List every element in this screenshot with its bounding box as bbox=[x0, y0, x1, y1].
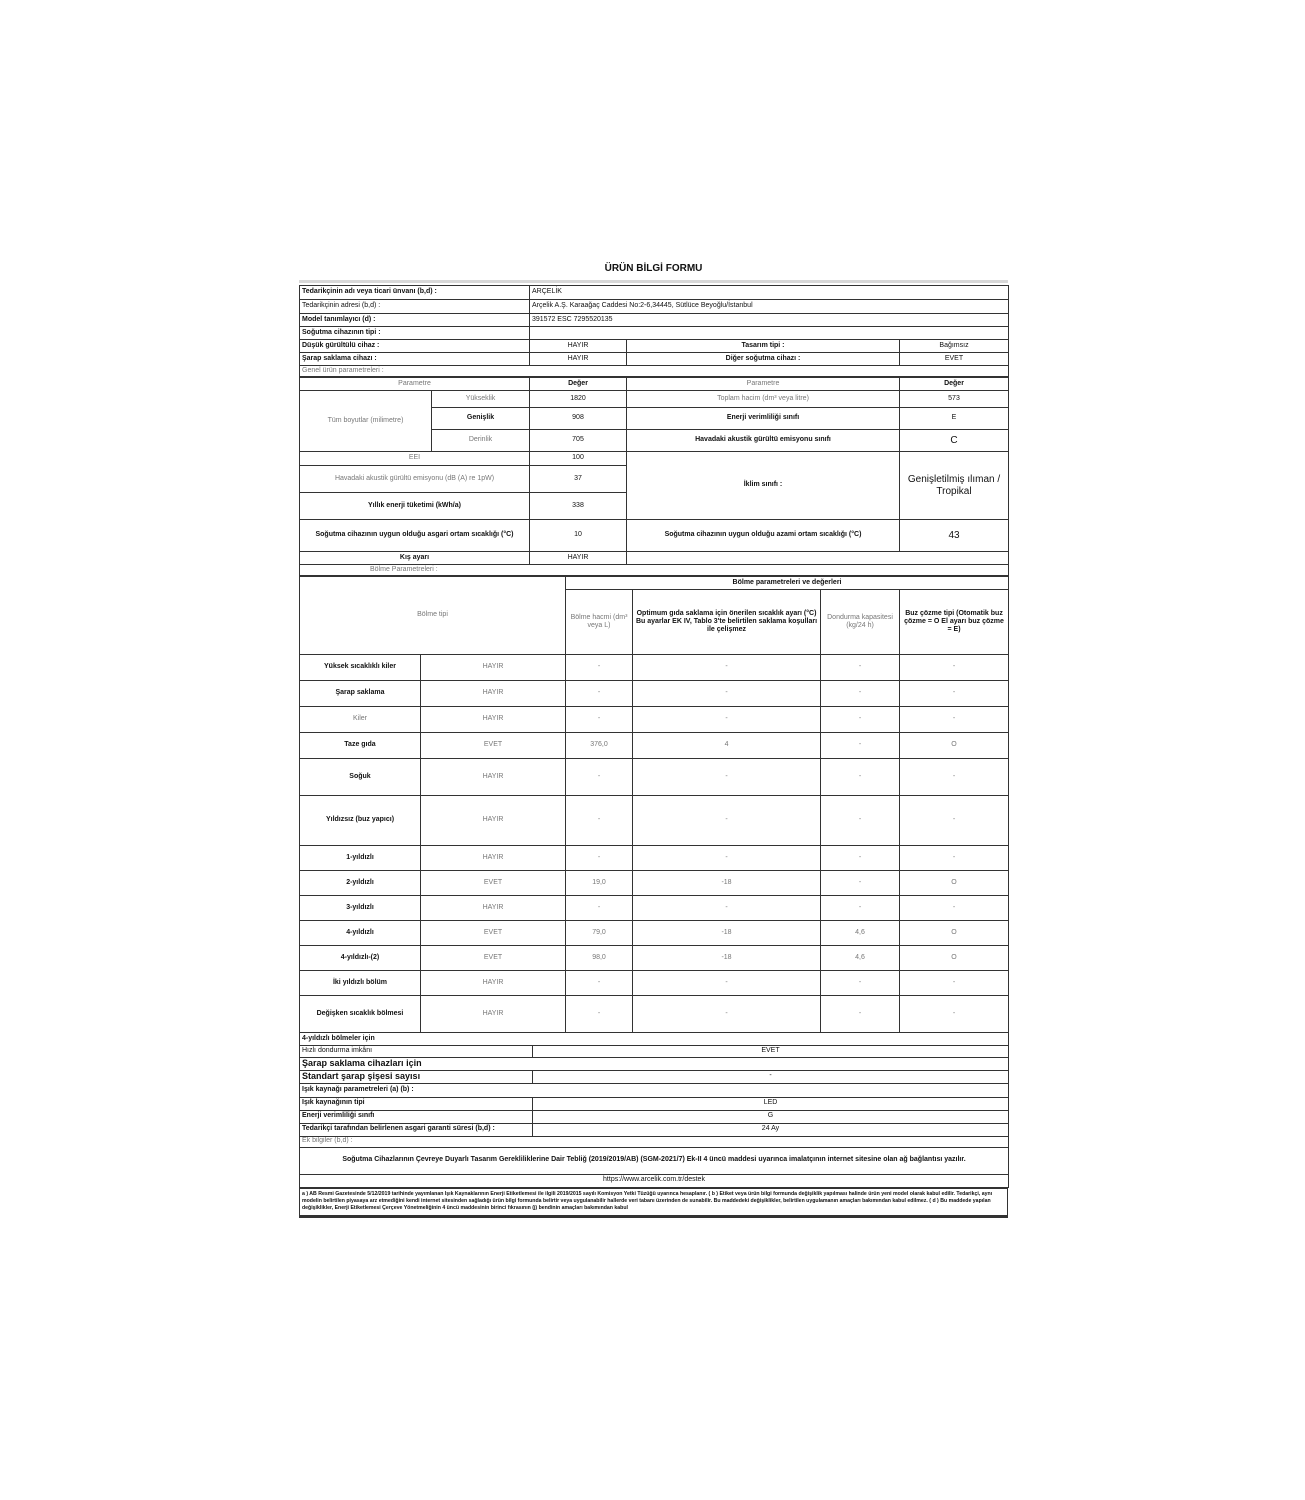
compartment-rows bbox=[300, 655, 1009, 1033]
compartment-capacity: - bbox=[821, 996, 900, 1033]
design-type-value: Bağımsız bbox=[900, 340, 1009, 353]
compartment-defrost: O bbox=[900, 871, 1009, 896]
light-type-value: LED bbox=[533, 1097, 1009, 1110]
low-noise-label: Düşük gürültülü cihaz : bbox=[300, 340, 530, 353]
compartment-capacity: 4,6 bbox=[821, 921, 900, 946]
depth-value: 705 bbox=[530, 430, 627, 452]
annual-energy-label: Yıllık enerji tüketimi (kWh/a) bbox=[300, 493, 530, 520]
noise-class-value: C bbox=[900, 430, 1009, 452]
compartment-defrost: O bbox=[900, 733, 1009, 759]
fast-freeze-value: EVET bbox=[533, 1045, 1009, 1057]
compartment-row bbox=[300, 971, 1009, 996]
winter-setting-value: HAYIR bbox=[530, 552, 627, 565]
compartment-temp: -18 bbox=[633, 871, 821, 896]
compartment-name: 1-yıldızlı bbox=[300, 846, 421, 871]
warranty-label: Tedarikçi tarafından belirlenen asgari garanti süresi (b,d) : bbox=[300, 1123, 533, 1136]
header-table bbox=[299, 285, 1009, 377]
supplier-address-label: Tedarikçinin adresi (b,d) : bbox=[300, 300, 530, 314]
bottom-table bbox=[299, 1033, 1009, 1188]
compartment-defrost: - bbox=[900, 846, 1009, 871]
compartment-present: EVET bbox=[421, 733, 566, 759]
compartment-name: Yüksek sıcaklıklı kiler bbox=[300, 655, 421, 681]
compartment-params-heading: Bölme Parametreleri : bbox=[300, 565, 1009, 576]
compartment-row bbox=[300, 896, 1009, 921]
compartment-defrost: O bbox=[900, 946, 1009, 971]
regulation-text: Soğutma Cihazlarının Çevreye Duyarlı Tasarım Gerekliliklerine Dair Tebliğ (2019/2019/AB) (SGM-2021/7) Ek-II 4 üncü maddesi uyarınca imalatçının internet sitesine olan ağ bağlantısı yazılır. bbox=[300, 1147, 1009, 1174]
winter-setting-label: Kış ayarı bbox=[300, 552, 530, 565]
four-star-heading: 4-yıldızlı bölmeler için bbox=[300, 1033, 1009, 1045]
climate-class-value: Genişletilmiş ılıman / Tropikal bbox=[900, 452, 1009, 520]
compartment-present: HAYIR bbox=[421, 759, 566, 796]
compartment-temp: - bbox=[633, 996, 821, 1033]
compartment-row bbox=[300, 733, 1009, 759]
compartment-row bbox=[300, 655, 1009, 681]
compartment-defrost: - bbox=[900, 655, 1009, 681]
noise-emission-value: 37 bbox=[530, 466, 627, 493]
page-title: ÜRÜN BİLGİ FORMU bbox=[299, 258, 1008, 283]
compartment-capacity: - bbox=[821, 796, 900, 846]
design-type-label: Tasarım tipi : bbox=[627, 340, 900, 353]
compartment-name: Soğuk bbox=[300, 759, 421, 796]
compartment-name: Şarap saklama bbox=[300, 681, 421, 707]
compartment-volume: - bbox=[566, 681, 633, 707]
compartment-present: HAYIR bbox=[421, 896, 566, 921]
wine-bottles-value: - bbox=[533, 1070, 1009, 1083]
compartment-volume: 376,0 bbox=[566, 733, 633, 759]
eei-value: 100 bbox=[530, 452, 627, 466]
compartment-present: HAYIR bbox=[421, 996, 566, 1033]
compartment-name: 2-yıldızlı bbox=[300, 871, 421, 896]
model-id-label: Model tanımlayıcı (d) : bbox=[300, 314, 530, 327]
noise-emission-label: Havadaki akustik gürültü emisyonu (dB (A) re 1pW) bbox=[300, 466, 530, 493]
compartment-capacity: - bbox=[821, 707, 900, 733]
param-header: Parametre bbox=[300, 378, 530, 391]
total-volume-value: 573 bbox=[900, 391, 1009, 408]
compartment-temp: - bbox=[633, 796, 821, 846]
compartment-temp: - bbox=[633, 655, 821, 681]
value-header: Değer bbox=[530, 378, 627, 391]
depth-label: Derinlik bbox=[432, 430, 530, 452]
compartment-row bbox=[300, 996, 1009, 1033]
compartment-volume: - bbox=[566, 796, 633, 846]
compartment-row bbox=[300, 759, 1009, 796]
compartment-volume: - bbox=[566, 846, 633, 871]
min-temp-label: Soğutma cihazının uygun olduğu asgari ortam sıcaklığı (°C) bbox=[300, 520, 530, 552]
light-params-heading: Işık kaynağı parametreleri (a) (b) : bbox=[300, 1083, 1009, 1097]
compartment-capacity: - bbox=[821, 971, 900, 996]
compartment-name: Kiler bbox=[300, 707, 421, 733]
energy-class-label: Enerji verimliliği sınıfı bbox=[627, 408, 900, 430]
compartment-volume: 79,0 bbox=[566, 921, 633, 946]
compartment-defrost: - bbox=[900, 707, 1009, 733]
height-label: Yükseklik bbox=[432, 391, 530, 408]
compartment-volume: - bbox=[566, 707, 633, 733]
footnote-text: a ) AB Resmi Gazetesinde 5/12/2019 tarihinde yayımlanan Işık Kaynaklarının Enerji Etiketlemesi ile ilgili 2019/2015 sayılı Komisyon Yetki Tüzüğü uyarınca hesaplanır. ( b ) Etiket veya ürün bilgi formunda değişiklik yapılması halinde ürün yeni model olarak kabul edilir. Tedarikçi, aynı modelin belirtilen piyasaya arz etmediğini kendi internet sitesinden sağladığı ürün bilgi formunda belirtir veya uygulanabilir hallerde veri tabanı üzerinden de sunabilir. Bu maddedeki değişiklikler, belirtilen uygulamanın amaçları bakımından kabul edilmez. ( d ) Bu maddede yapılan değişiklikler, Enerji Etiketlemesi Çerçeve Yönetmeliğinin 4 üncü maddesinin birinci fıkrasının (j) bendinin amaçları bakımından kabul bbox=[300, 1188, 1008, 1216]
total-volume-label: Toplam hacim (dm³ veya litre) bbox=[627, 391, 900, 408]
compartment-group-header: Bölme parametreleri ve değerleri bbox=[566, 577, 1009, 590]
compartment-row bbox=[300, 946, 1009, 971]
compartment-capacity: - bbox=[821, 655, 900, 681]
warranty-value: 24 Ay bbox=[533, 1123, 1009, 1136]
support-url[interactable]: https://www.arcelik.com.tr/destek bbox=[300, 1174, 1009, 1187]
compartment-present: HAYIR bbox=[421, 707, 566, 733]
width-value: 908 bbox=[530, 408, 627, 430]
general-params-heading: Genel ürün parametreleri : bbox=[300, 366, 1009, 377]
compartment-temp: - bbox=[633, 971, 821, 996]
cooling-type-value bbox=[530, 327, 1009, 340]
compartment-name: 3-yıldızlı bbox=[300, 896, 421, 921]
noise-class-label: Havadaki akustik gürültü emisyonu sınıfı bbox=[627, 430, 900, 452]
compartment-row bbox=[300, 921, 1009, 946]
compartment-volume: - bbox=[566, 896, 633, 921]
compartment-present: HAYIR bbox=[421, 971, 566, 996]
compartment-defrost: - bbox=[900, 796, 1009, 846]
compartment-defrost: O bbox=[900, 921, 1009, 946]
compartment-present: HAYIR bbox=[421, 655, 566, 681]
compartment-defrost: - bbox=[900, 971, 1009, 996]
eei-label: EEI bbox=[300, 452, 530, 466]
supplier-name-value: ARÇELİK bbox=[530, 286, 1009, 300]
compartment-present: HAYIR bbox=[421, 846, 566, 871]
max-temp-label: Soğutma cihazının uygun olduğu azami ortam sıcaklığı (°C) bbox=[627, 520, 900, 552]
min-temp-value: 10 bbox=[530, 520, 627, 552]
compartment-row bbox=[300, 846, 1009, 871]
compartment-present: HAYIR bbox=[421, 796, 566, 846]
compartment-volume: - bbox=[566, 759, 633, 796]
compartment-type-header: Bölme tipi bbox=[300, 577, 566, 655]
compartment-table bbox=[299, 576, 1009, 1033]
dimensions-label: Tüm boyutlar (milimetre) bbox=[300, 391, 432, 452]
compartment-present: HAYIR bbox=[421, 681, 566, 707]
compartment-name: Taze gıda bbox=[300, 733, 421, 759]
cooling-type-label: Soğutma cihazının tipi : bbox=[300, 327, 530, 340]
model-id-value: 391572 ESC 7295520135 bbox=[530, 314, 1009, 327]
fast-freeze-label: Hızlı dondurma imkânı bbox=[300, 1045, 533, 1057]
compartment-capacity: 4,6 bbox=[821, 946, 900, 971]
wine-bottles-label: Standart şarap şişesi sayısı bbox=[300, 1070, 533, 1083]
product-info-sheet bbox=[299, 258, 1008, 1218]
energy-class-value: E bbox=[900, 408, 1009, 430]
winter-empty-cell bbox=[627, 552, 1009, 565]
compartment-row bbox=[300, 871, 1009, 896]
light-type-label: Işık kaynağının tipi bbox=[300, 1097, 533, 1110]
compartment-capacity: - bbox=[821, 759, 900, 796]
compartment-temp: - bbox=[633, 681, 821, 707]
wine-heading: Şarap saklama cihazları için bbox=[300, 1057, 1009, 1070]
compartment-temp: - bbox=[633, 896, 821, 921]
compartment-capacity: - bbox=[821, 681, 900, 707]
volume-header: Bölme hacmi (dm³ veya L) bbox=[566, 590, 633, 655]
compartment-temp: - bbox=[633, 707, 821, 733]
compartment-volume: - bbox=[566, 996, 633, 1033]
compartment-row bbox=[300, 796, 1009, 846]
wine-storage-label: Şarap saklama cihazı : bbox=[300, 353, 530, 366]
low-noise-value: HAYIR bbox=[530, 340, 627, 353]
other-cooling-value: EVET bbox=[900, 353, 1009, 366]
supplier-name-label: Tedarikçinin adı veya ticari ünvanı (b,d) : bbox=[300, 286, 530, 300]
compartment-defrost: - bbox=[900, 996, 1009, 1033]
compartment-present: EVET bbox=[421, 871, 566, 896]
temp-header: Optimum gıda saklama için önerilen sıcaklık ayarı (°C) Bu ayarlar EK IV, Tablo 3'te belirtilen saklama koşulları ile çelişmez bbox=[633, 590, 821, 655]
compartment-defrost: - bbox=[900, 896, 1009, 921]
width-label: Genişlik bbox=[432, 408, 530, 430]
wine-storage-value: HAYIR bbox=[530, 353, 627, 366]
defrost-header: Buz çözme tipi (Otomatik buz çözme = O El ayarı buz çözme = E) bbox=[900, 590, 1009, 655]
compartment-volume: - bbox=[566, 971, 633, 996]
annual-energy-value: 338 bbox=[530, 493, 627, 520]
compartment-temp: - bbox=[633, 759, 821, 796]
compartment-name: 4-yıldızlı-(2) bbox=[300, 946, 421, 971]
max-temp-value: 43 bbox=[900, 520, 1009, 552]
param-header-2: Parametre bbox=[627, 378, 900, 391]
compartment-row bbox=[300, 681, 1009, 707]
extra-info-heading: Ek bilgiler (b,d) : bbox=[300, 1136, 1009, 1147]
compartment-name: İki yıldızlı bölüm bbox=[300, 971, 421, 996]
compartment-temp: -18 bbox=[633, 921, 821, 946]
climate-class-label: İklim sınıfı : bbox=[627, 452, 900, 520]
light-class-value: G bbox=[533, 1110, 1009, 1123]
height-value: 1820 bbox=[530, 391, 627, 408]
compartment-name: Değişken sıcaklık bölmesi bbox=[300, 996, 421, 1033]
compartment-capacity: - bbox=[821, 846, 900, 871]
compartment-row bbox=[300, 707, 1009, 733]
compartment-volume: - bbox=[566, 655, 633, 681]
compartment-capacity: - bbox=[821, 871, 900, 896]
general-params-table bbox=[299, 377, 1009, 576]
freeze-capacity-header: Dondurma kapasitesi (kg/24 h) bbox=[821, 590, 900, 655]
supplier-address-value: Arçelik A.Ş. Karaağaç Caddesi No:2-6,34445, Sütlüce Beyoğlu/İstanbul bbox=[530, 300, 1009, 314]
other-cooling-label: Diğer soğutma cihazı : bbox=[627, 353, 900, 366]
compartment-temp: -18 bbox=[633, 946, 821, 971]
compartment-present: EVET bbox=[421, 921, 566, 946]
compartment-defrost: - bbox=[900, 681, 1009, 707]
compartment-temp: - bbox=[633, 846, 821, 871]
compartment-defrost: - bbox=[900, 759, 1009, 796]
compartment-capacity: - bbox=[821, 896, 900, 921]
light-class-label: Enerji verimliliği sınıfı bbox=[300, 1110, 533, 1123]
compartment-volume: 98,0 bbox=[566, 946, 633, 971]
compartment-name: Yıldızsız (buz yapıcı) bbox=[300, 796, 421, 846]
compartment-temp: 4 bbox=[633, 733, 821, 759]
compartment-capacity: - bbox=[821, 733, 900, 759]
compartment-present: EVET bbox=[421, 946, 566, 971]
value-header-2: Değer bbox=[900, 378, 1009, 391]
compartment-name: 4-yıldızlı bbox=[300, 921, 421, 946]
footnote-table bbox=[299, 1188, 1008, 1218]
compartment-volume: 19,0 bbox=[566, 871, 633, 896]
